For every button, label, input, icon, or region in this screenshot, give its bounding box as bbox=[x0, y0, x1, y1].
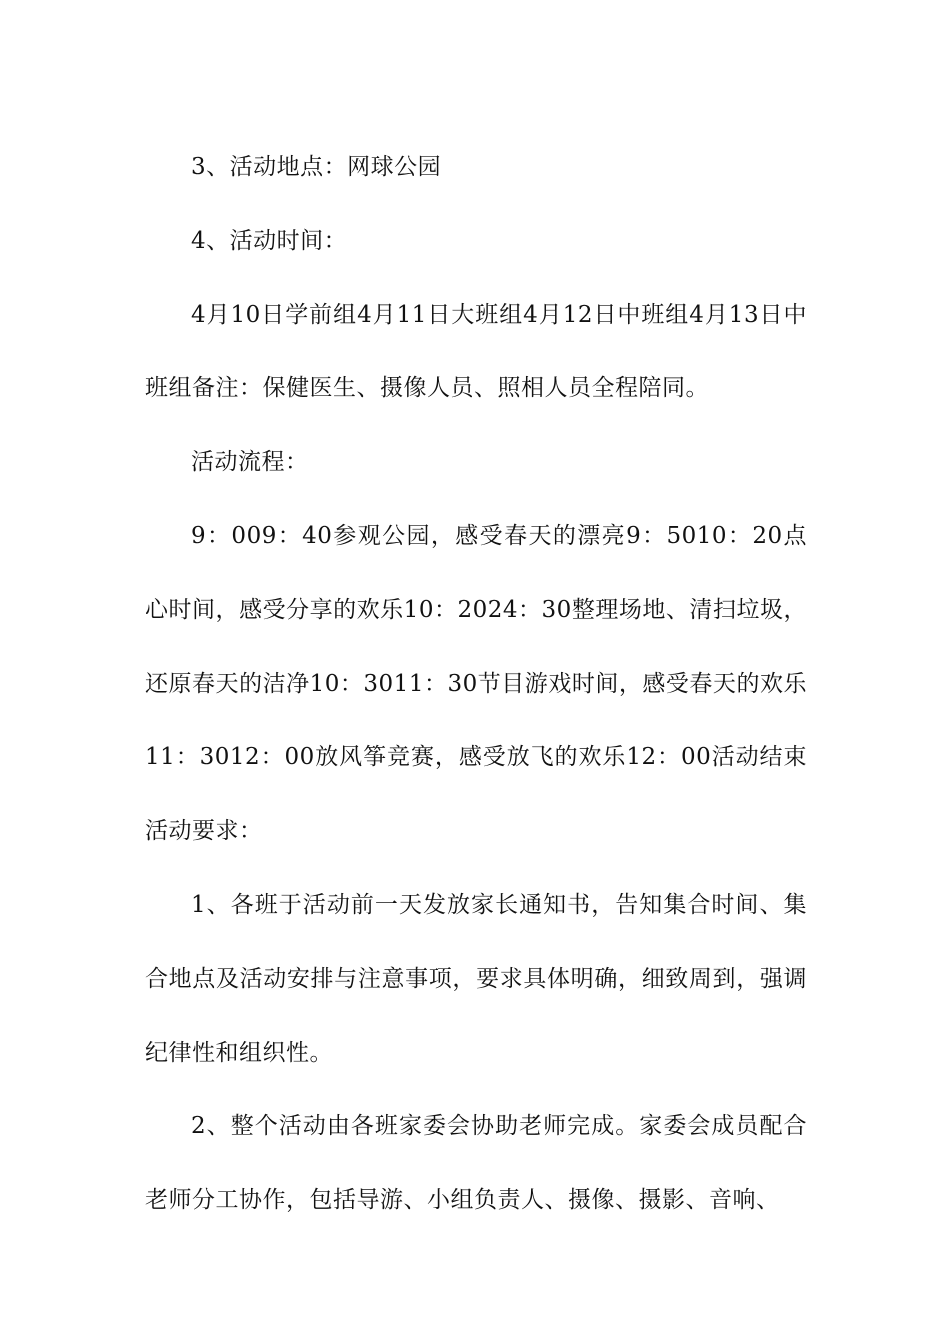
paragraph-requirement-2: 2、整个活动由各班家委会协助老师完成。家委会成员配合老师分工协作，包括导游、小组负责人、摄像、摄影、音响、 bbox=[145, 1113, 807, 1214]
paragraph-activity-location: 3、活动地点：网球公园 bbox=[191, 154, 442, 180]
paragraph-activity-schedule: 4月10日学前组4月11日大班组4月12日中班组4月13日中班组备注：保健医生、摄像人员、照相人员全程陪同。 bbox=[145, 301, 807, 402]
paragraph-activity-flow-heading: 活动流程： bbox=[191, 449, 309, 476]
paragraph-activity-flow: 9：009：40参观公园，感受春天的漂亮9：5010：20点心时间，感受分享的欢乐10：2024：30整理场地、清扫垃圾，还原春天的洁净10：3011：30节目游戏时间，感受春天的欢乐11：3012：00放风筝竞赛，感受放飞的欢乐12：00活动结束活动要求： bbox=[145, 522, 807, 845]
paragraph-activity-time-heading: 4、活动时间： bbox=[191, 227, 348, 254]
document-body bbox=[145, 131, 807, 1238]
paragraph-requirement-1: 1、各班于活动前一天发放家长通知书，告知集合时间、集合地点及活动安排与注意事项，要求具体明确，细致周到，强调纪律性和组织性。 bbox=[145, 891, 807, 1066]
